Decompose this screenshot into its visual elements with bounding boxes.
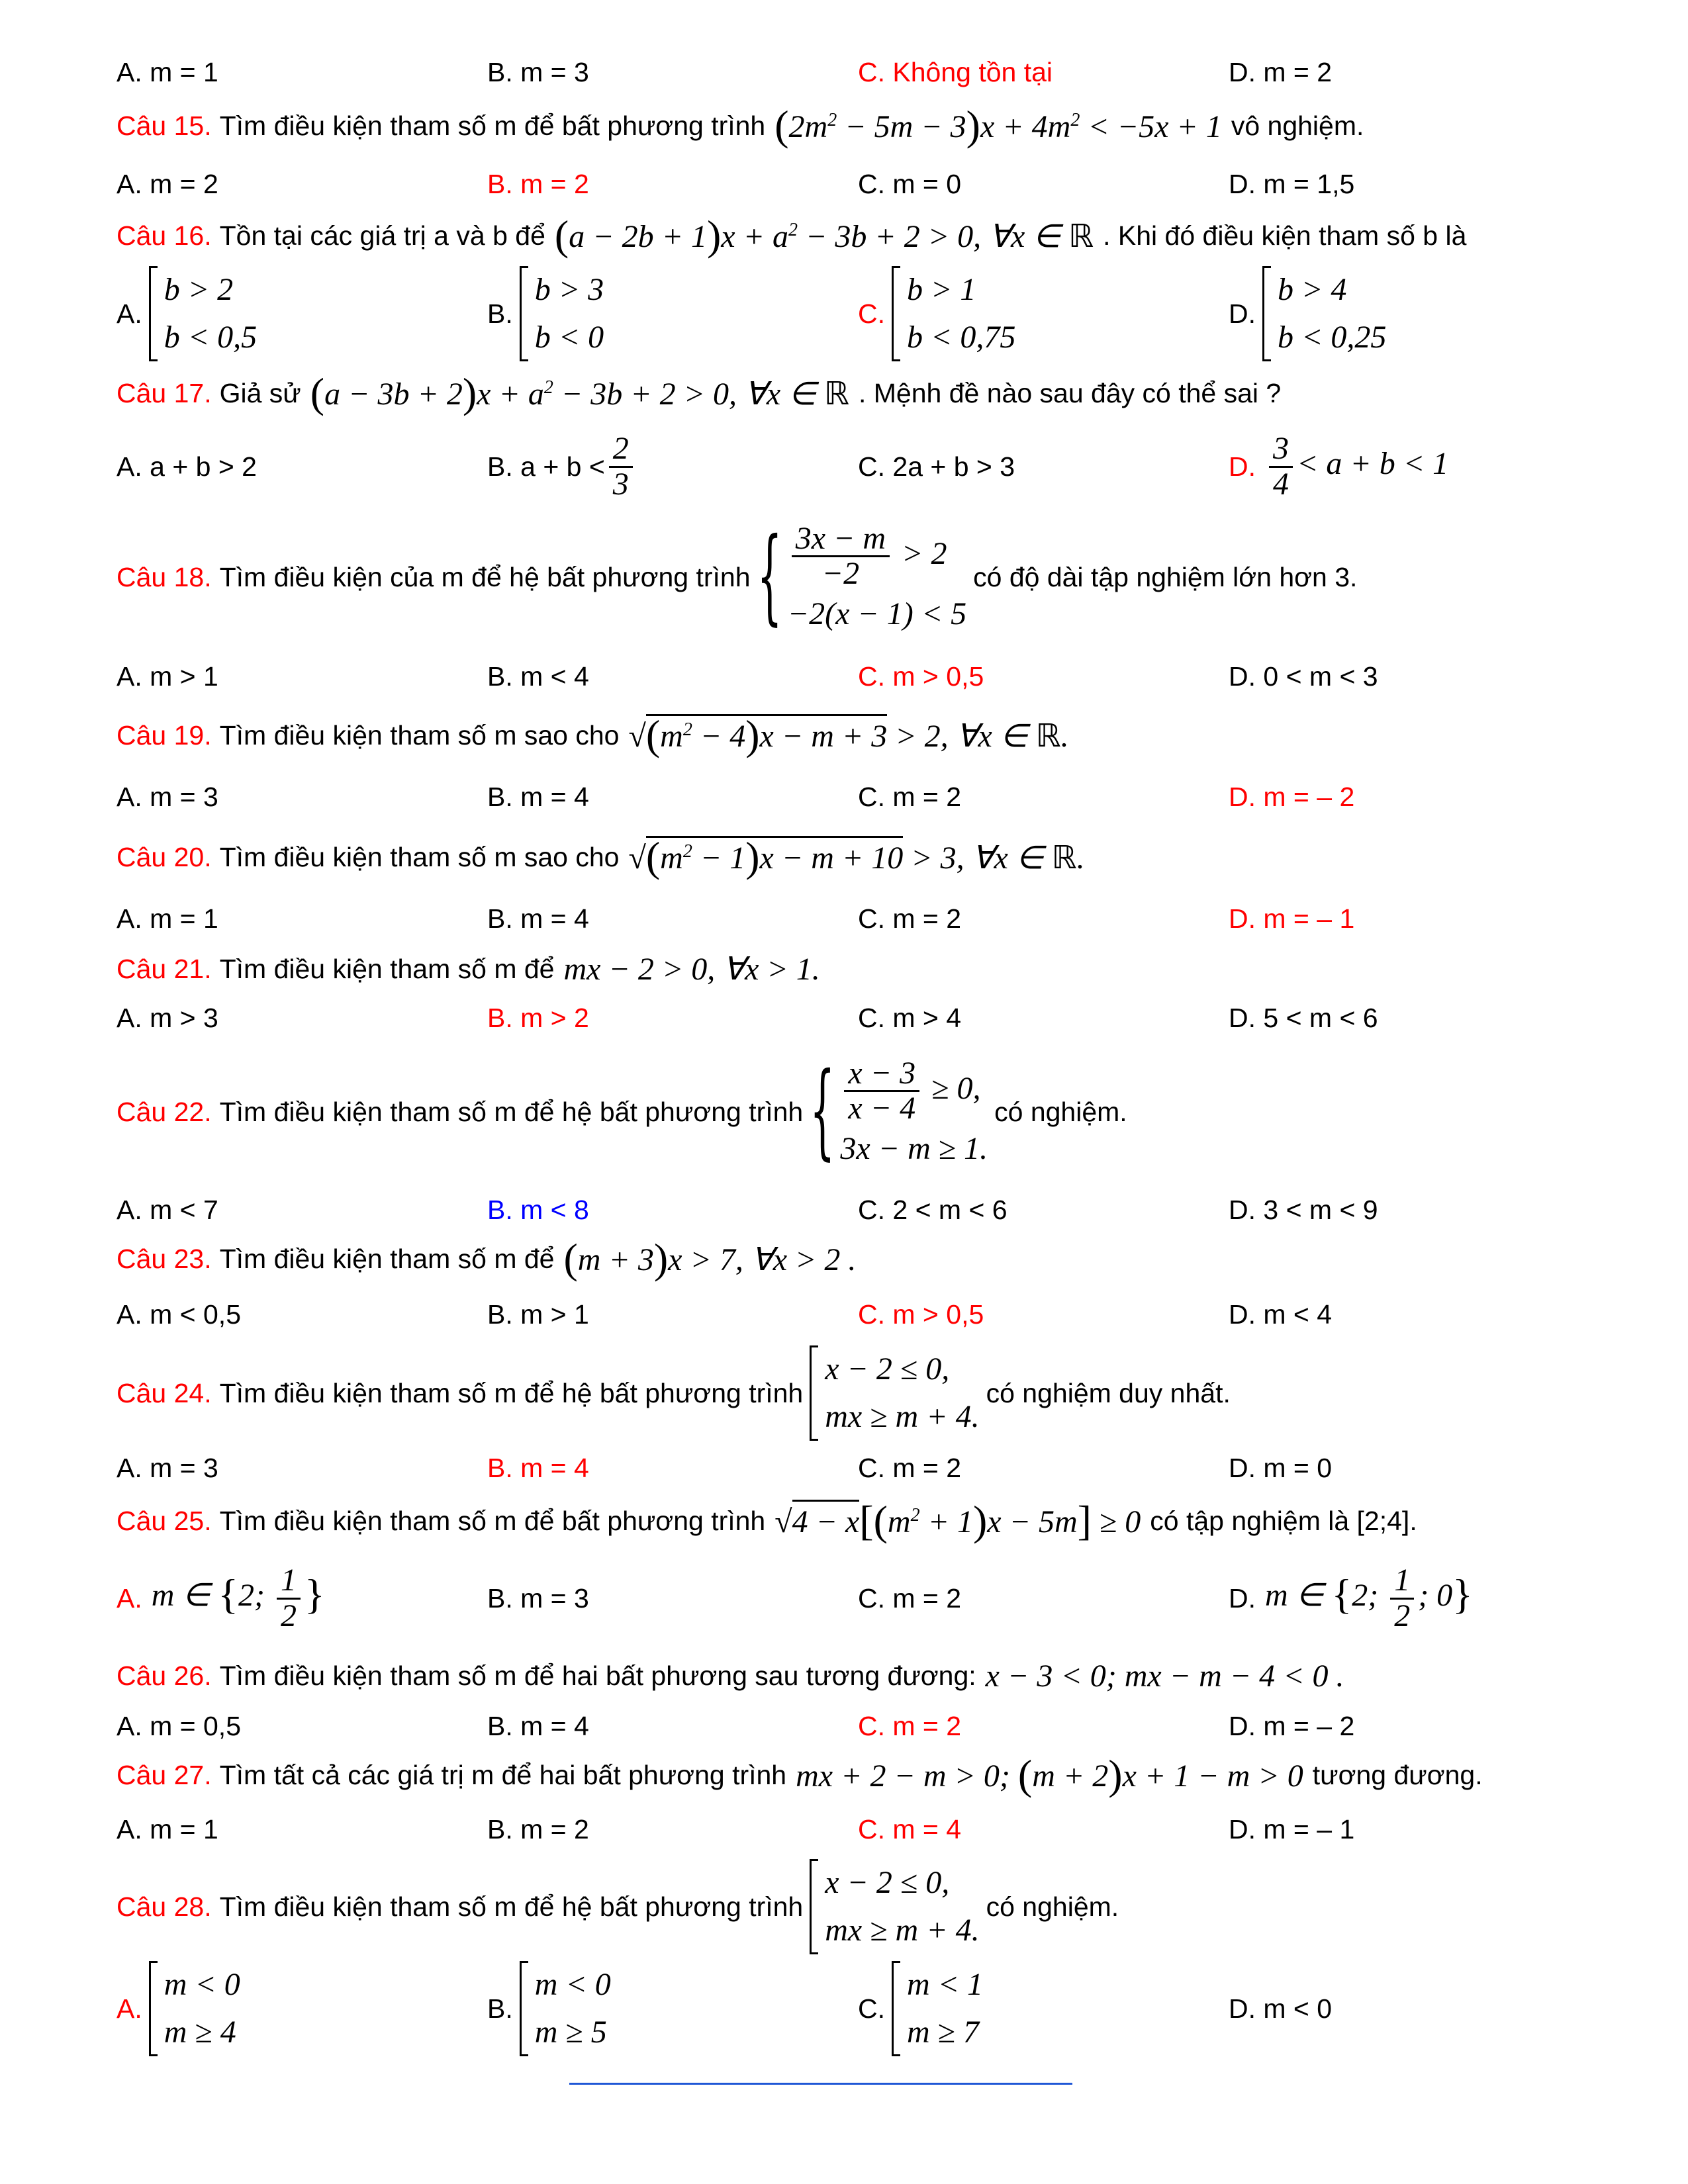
question-text-end: có tập nghiệm là [2;4]. [1150,1505,1417,1536]
option-a[interactable]: A. m = 1 [117,1813,218,1844]
question-number: Câu 17. [117,377,212,408]
option-a[interactable]: A. m = 0,5 [117,1710,242,1741]
option-c[interactable]: C. 2a + b > 3 [858,451,1015,482]
question-21 [117,942,1593,995]
option-b[interactable]: B. m > 2 [487,1002,589,1033]
question-text: Tìm điều kiện tham số m để hệ bất phương trình [219,1377,804,1408]
option-c[interactable]: C. m = 2 [858,1452,962,1483]
option-c[interactable]: C. m = 0 [858,168,962,199]
question-text-end: . Khi đó điều kiện tham số b là [1103,220,1467,251]
option-a[interactable]: A. m > 1 [117,660,218,692]
question-28 [117,1857,1593,1956]
question-text: Tìm điều kiện tham số m để bất phương trình [219,110,766,141]
option-a[interactable]: A. m < 0,5 [117,1298,242,1330]
answer-row-27 [117,1801,1586,1857]
option-letter: B. [487,298,513,329]
question-text-end: vô nghiệm. [1231,110,1364,141]
question-20 [117,827,1593,887]
formula: mx + 2 − m > 0; (m + 2)x + 1 − m > 0 [796,1751,1303,1798]
case-1: m < 0 [534,1967,611,2002]
case-1: m < 1 [907,1967,984,2002]
option-b[interactable]: B. m = 2 [487,1813,589,1844]
question-text-end: có nghiệm. [994,1096,1127,1127]
question-18 [117,511,1593,643]
option-a[interactable]: A. m = 3 [117,1452,218,1483]
option-b[interactable]: B. m < 4 [487,660,589,692]
question-number: Câu 25. [117,1505,212,1536]
answer-row-24 [117,1440,1586,1496]
question-text-end: có độ dài tập nghiệm lớn hơn 3. [973,561,1358,592]
inequality-system: { $\frac{x - 3}{x - 4}$ ≥ 0, 3x − m ≥ 1. [810,1052,988,1172]
option-d[interactable]: D. m = – 1 [1229,903,1355,934]
answer-row-25 [117,1555,1586,1641]
answer-row-19 [117,769,1586,825]
option-letter: D. [1229,298,1256,329]
option-letter: C. [858,1993,885,2024]
option-a[interactable]: A. m < 7 [117,1194,218,1225]
option-b[interactable]: B. m = 3 [487,1582,589,1614]
option-c[interactable] [858,1959,990,2058]
case-2: m ≥ 4 [164,2015,236,2050]
case-2: b < 0,25 [1278,320,1387,355]
answer-row-21 [117,990,1586,1046]
question-number: Câu 20. [117,841,212,872]
question-text: Tìm điều kiện tham số m để hệ bất phương trình [219,1891,804,1922]
answer-row-20 [117,891,1586,946]
option-d[interactable]: D. m = – 2 [1229,781,1355,812]
question-text: Tìm tất cả các giá trị m để hai bất phương trình [219,1759,787,1790]
option-letter: D. [1229,451,1256,482]
question-number: Câu 23. [117,1243,212,1274]
answer-row-16 [117,265,1586,363]
question-text: Tìm điều kiện tham số m sao cho [219,719,620,751]
option-b[interactable] [487,1959,618,2058]
answer-row-23 [117,1287,1586,1342]
question-25 [117,1490,1593,1551]
option-c[interactable]: C. m = 2 [858,903,962,934]
question-number: Câu 27. [117,1759,212,1790]
question-text-end: tương đương. [1312,1759,1483,1790]
option-a[interactable]: A. a + b > 2 [117,451,257,482]
option-d[interactable]: D. 5 < m < 6 [1229,1002,1378,1033]
option-a[interactable]: A. m = 3 [117,781,218,812]
option-d[interactable]: D. m = 2 [1229,56,1333,87]
option-c[interactable]: C. 2 < m < 6 [858,1194,1008,1225]
question-number: Câu 24. [117,1377,212,1408]
option-c[interactable]: C. m = 2 [858,1582,962,1614]
question-text: Tìm điều kiện tham số m để [219,1243,555,1274]
option-d[interactable]: D. m < 0 [1229,1993,1333,2024]
option-letter: B. [487,1993,513,2024]
option-b[interactable]: B. m < 8 [487,1194,589,1225]
option-b[interactable]: B. m = 4 [487,903,589,934]
question-text: Tìm điều kiện tham số m để [219,953,555,984]
question-number: Câu 28. [117,1891,212,1922]
option-b[interactable]: B. m > 1 [487,1298,589,1330]
case-1: m < 0 [164,1967,240,2002]
option-letter: A. [117,298,142,329]
option-b[interactable] [487,265,610,363]
option-d[interactable] [1229,265,1393,363]
case-2: m ≥ 5 [534,2015,607,2050]
answer-row-18 [117,649,1586,704]
question-number: Câu 26. [117,1660,212,1691]
question-number: Câu 16. [117,220,212,251]
question-number: Câu 22. [117,1096,212,1127]
answer-row-22 [117,1182,1586,1238]
question-text: Tìm điều kiện tham số m để hai bất phương sau tương đương: [219,1660,976,1691]
option-b[interactable]: B. m = 2 [487,168,589,199]
question-number: Câu 15. [117,110,212,141]
case-1: b > 3 [534,272,604,307]
formula: $√(m^2 - 4)x - m + 3 > 2$, ∀x ∈ ℝ. [628,711,1069,758]
option-d[interactable]: D. $\frac{3}{4}$ < a + b < 1 [1229,431,1449,502]
answer-row-17 [117,424,1586,510]
option-b[interactable]: B. a + b < $\frac{2}{3}$ [487,424,637,510]
option-c[interactable]: C. m > 0,5 [858,1298,984,1330]
case-2: b < 0,5 [164,320,258,355]
option-d[interactable]: D. m = 0 [1229,1452,1333,1483]
option-c[interactable]: C. m > 0,5 [858,660,984,692]
question-number: Câu 19. [117,719,212,751]
question-26 [117,1648,1593,1704]
option-d[interactable]: D. 0 < m < 3 [1229,660,1378,692]
option-d[interactable]: D. m = – 2 [1229,1710,1355,1741]
question-number: Câu 18. [117,561,212,592]
option-b[interactable]: B. m = 4 [487,1710,589,1741]
question-text: Tìm điều kiện tham số m để bất phương trình [219,1505,766,1536]
option-letter: A. [117,1582,142,1614]
formula: mx − 2 > 0, ∀x > 1. [563,952,820,987]
option-b[interactable]: B. m = 3 [487,56,589,87]
formula: $(a - 2b + 1)x + a^2 - 3b + 2 > 0$, ∀x ∈ ℝ [554,212,1094,259]
question-text: Tìm điều kiện tham số m sao cho [219,841,620,872]
answer-row-14 [117,44,1586,100]
option-b[interactable]: B. m = 4 [487,1452,589,1483]
case-1: b > 1 [907,272,976,307]
option-a[interactable] [117,265,263,363]
formula: $√(m^2 - 1)x - m + 10 > 3$, ∀x ∈ ℝ. [628,833,1085,880]
option-d[interactable]: D. m = 1,5 [1229,168,1355,199]
option-a[interactable]: A. m = 1 [117,56,218,87]
question-22 [117,1046,1593,1178]
inequality-system: x − 2 ≤ 0, mx ≥ m + 4. [810,1345,979,1441]
option-text: B. a + b < [487,451,605,482]
option-c[interactable]: C. Không tồn tại [858,56,1053,87]
case-1: b > 2 [164,272,234,307]
question-text-end: . Mệnh đề nào sau đây có thể sai ? [859,377,1282,408]
case-2: m ≥ 7 [907,2015,980,2050]
option-d[interactable]: D. 3 < m < 9 [1229,1194,1378,1225]
question-17 [117,367,1593,420]
option-letter: D. [1229,1582,1256,1614]
question-text-end: có nghiệm. [986,1891,1119,1922]
option-d[interactable]: D. m = – 1 [1229,1813,1355,1844]
question-27 [117,1747,1593,1803]
question-23 [117,1231,1593,1287]
option-c[interactable]: C. m = 2 [858,1710,962,1741]
question-text: Tồn tại các giá trị a và b để [219,220,545,251]
formula: (m + 3)x > 7, ∀x > 2 . [563,1235,857,1282]
option-c[interactable] [858,265,1022,363]
option-letter: A. [117,1993,142,2024]
inequality-system: { $\frac{3x - m}{-2}$ > 2 −2(x − 1) < 5 [757,517,967,637]
footer-divider [569,2083,1072,2085]
question-24 [117,1343,1593,1443]
question-15 [117,98,1593,154]
question-19 [117,705,1593,765]
answer-row-15 [117,156,1586,212]
option-c[interactable]: C. m > 4 [858,1002,962,1033]
question-text: Tìm điều kiện của m để hệ bất phương trình [219,561,751,592]
question-number: Câu 21. [117,953,212,984]
answer-row-28 [117,1959,1586,2058]
formula: $√4 - x[(m^2 + 1)x - 5m] \ge 0$ [774,1497,1141,1544]
question-text: Giả sử [219,377,301,408]
option-c[interactable]: C. m = 2 [858,781,962,812]
question-16 [117,209,1593,262]
case-2: b < 0,75 [907,320,1016,355]
option-a[interactable] [117,1959,247,2058]
option-d[interactable]: D. m ∈ {2; $\frac{1}{2}$ ; 0} [1229,1563,1473,1633]
inequality-system: x − 2 ≤ 0, mx ≥ m + 4. [810,1859,979,1954]
formula: x − 3 < 0; mx − m − 4 < 0 . [985,1658,1344,1694]
case-2: b < 0 [534,320,604,355]
option-a[interactable]: A. m = 1 [117,903,218,934]
case-1: b > 4 [1278,272,1347,307]
option-b[interactable]: B. m = 4 [487,781,589,812]
option-d[interactable]: D. m < 4 [1229,1298,1333,1330]
question-text: Tìm điều kiện tham số m để hệ bất phương trình [219,1096,804,1127]
option-a[interactable]: A. m > 3 [117,1002,218,1033]
formula: $(a - 3b + 2)x + a^2 - 3b + 2 > 0$, ∀x ∈ ℝ [310,369,849,416]
formula: $(2m^2 - 5m - 3)x + 4m^2 < -5x + 1$ [774,102,1222,149]
option-letter: C. [858,298,885,329]
option-a[interactable]: A. m ∈ {2; $\frac{1}{2}$ } [117,1563,325,1633]
answer-row-26 [117,1698,1586,1754]
question-text-end: có nghiệm duy nhất. [986,1377,1231,1408]
option-c[interactable]: C. m = 4 [858,1813,962,1844]
option-a[interactable]: A. m = 2 [117,168,218,199]
